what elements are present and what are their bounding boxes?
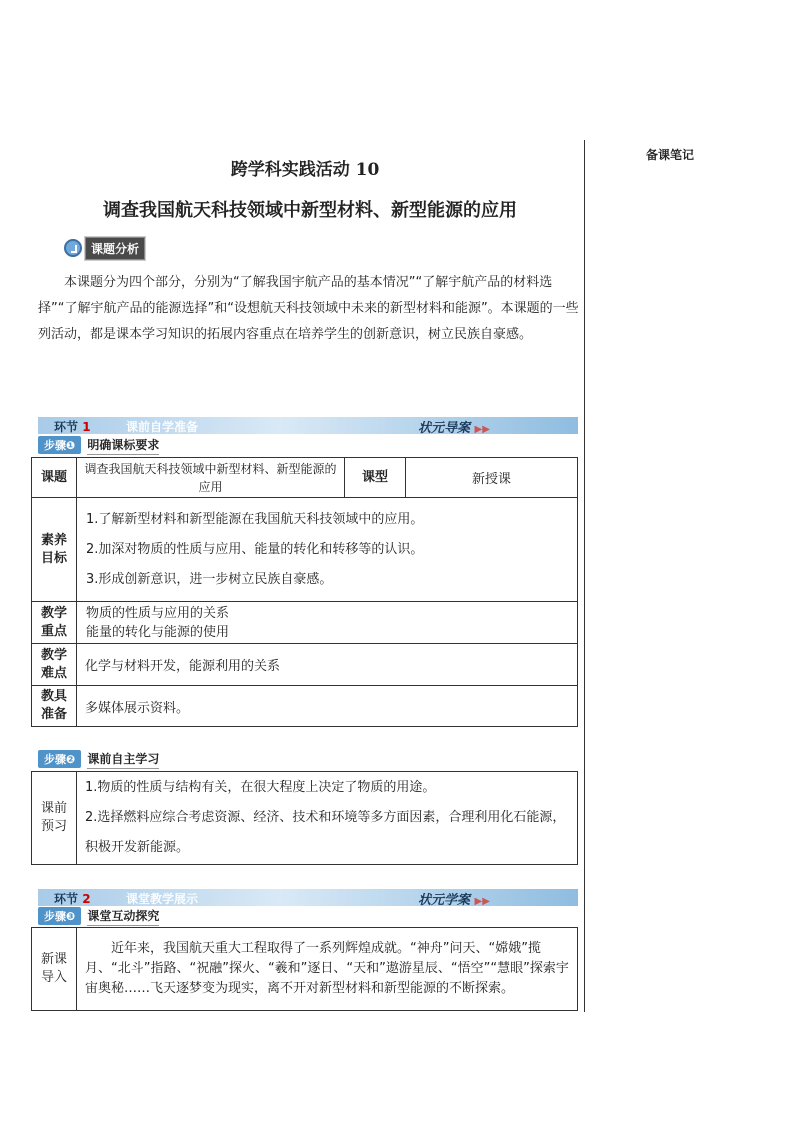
- difficulty-value: 化学与材料开发，能源利用的关系: [77, 644, 578, 686]
- intro-lesson-table: [31, 927, 578, 1011]
- key-cell: [77, 602, 578, 644]
- step-name: 课前自主学习: [87, 750, 159, 769]
- tools-label: 教具 准备: [32, 686, 77, 727]
- section-band-1: [38, 417, 578, 434]
- goal-item: 2.加深对物质的性质与应用、能量的转化和转移等的认识。: [86, 541, 424, 557]
- tools-value: 多媒体展示资料。: [77, 686, 578, 727]
- key-item: 物质的性质与应用的关系: [86, 605, 230, 621]
- lesson-plan-table: [31, 457, 578, 727]
- band-right-label: 状元学案 ▶▶: [418, 893, 490, 908]
- table-row: [32, 928, 578, 1011]
- analysis-badge: [64, 238, 145, 258]
- band-subtitle: 课堂教学展示: [126, 892, 199, 906]
- key-label: 教学 重点: [32, 602, 77, 644]
- double-arrow-icon: ▶▶: [474, 896, 490, 907]
- step-pill: 步骤❷: [38, 750, 81, 768]
- band-right-label: 状元导案 ▶▶: [418, 421, 490, 436]
- new-lesson-label: 新课 导入: [32, 928, 77, 1011]
- preview-cell: [77, 772, 578, 865]
- goals-cell: [77, 498, 578, 602]
- intro-paragraph: 本课题分为四个部分，分别为“了解我国宇航产品的基本情况”“了解宇航产品的材料选择”“了解宇航产品的能源选择”和“设想航天科技领域中未来的新型材料和能源”。本课题的一些列活动，都是课本学习知识的拓展内容重点在培养学生的创新意识，树立民族自豪感。: [38, 275, 579, 342]
- preview-table: [31, 771, 578, 865]
- difficulty-label: 教学 难点: [32, 644, 77, 686]
- table-row: [32, 458, 578, 498]
- notes-column-title: 备课笔记: [646, 148, 695, 162]
- topic-value: 调查我国航天科技领域中新型材料、新型能源的应用: [77, 458, 345, 498]
- double-arrow-icon: ▶▶: [474, 424, 490, 435]
- page-title: 跨学科实践活动 10: [230, 160, 380, 180]
- goal-item: 1.了解新型材料和新型能源在我国航天科技领域中的应用。: [86, 511, 424, 527]
- step-pill: 步骤❶: [38, 436, 81, 454]
- type-label: 课型: [345, 458, 406, 498]
- step-name: 课堂互动探究: [87, 907, 159, 926]
- page-subtitle: 调查我国航天科技领域中新型材料、新型能源的应用: [103, 200, 517, 221]
- preview-label: 课前 预习: [32, 772, 77, 865]
- step-pill: 步骤❸: [38, 907, 81, 925]
- step-name: 明确课标要求: [87, 436, 159, 455]
- band-tag: 环节 2: [54, 892, 91, 906]
- step-1: [38, 437, 159, 453]
- analysis-label: 课题分析: [85, 237, 145, 260]
- topic-label: 课题: [32, 458, 77, 498]
- step-3: [38, 908, 159, 924]
- table-row: [32, 498, 578, 602]
- step-2: [38, 751, 159, 767]
- preview-item: 2.选择燃料应综合考虑资源、经济、技术和环境等多方面因素，合理利用化石能源，积极开发新能源。: [85, 810, 566, 855]
- type-value: 新授课: [406, 458, 578, 498]
- new-lesson-text: 近年来，我国航天重大工程取得了一系列辉煌成就。“神舟”问天、“嫦娥”揽月、“北斗”指路、“祝融”探火、“羲和”逐日、“天和”遨游星辰、“悟空”“慧眼”探索宇宙奥秘……飞天逐梦变为现实，离不开对新型材料和新型能源的不断探索。: [77, 928, 578, 1011]
- margin-divider: [584, 140, 585, 1012]
- goal-item: 3.形成创新意识，进一步树立民族自豪感。: [86, 571, 333, 587]
- band-tag: 环节 1: [54, 420, 91, 434]
- clock-icon: [64, 239, 82, 257]
- preview-item: 1.物质的性质与结构有关，在很大程度上决定了物质的用途。: [85, 780, 436, 795]
- band-subtitle: 课前自学准备: [126, 420, 199, 434]
- table-row: [32, 602, 578, 644]
- section-band-2: [38, 889, 578, 906]
- table-row: [32, 644, 578, 686]
- goals-label: 素养 目标: [32, 498, 77, 602]
- table-row: [32, 772, 578, 865]
- key-item: 能量的转化与能源的使用: [86, 624, 230, 640]
- table-row: [32, 686, 578, 727]
